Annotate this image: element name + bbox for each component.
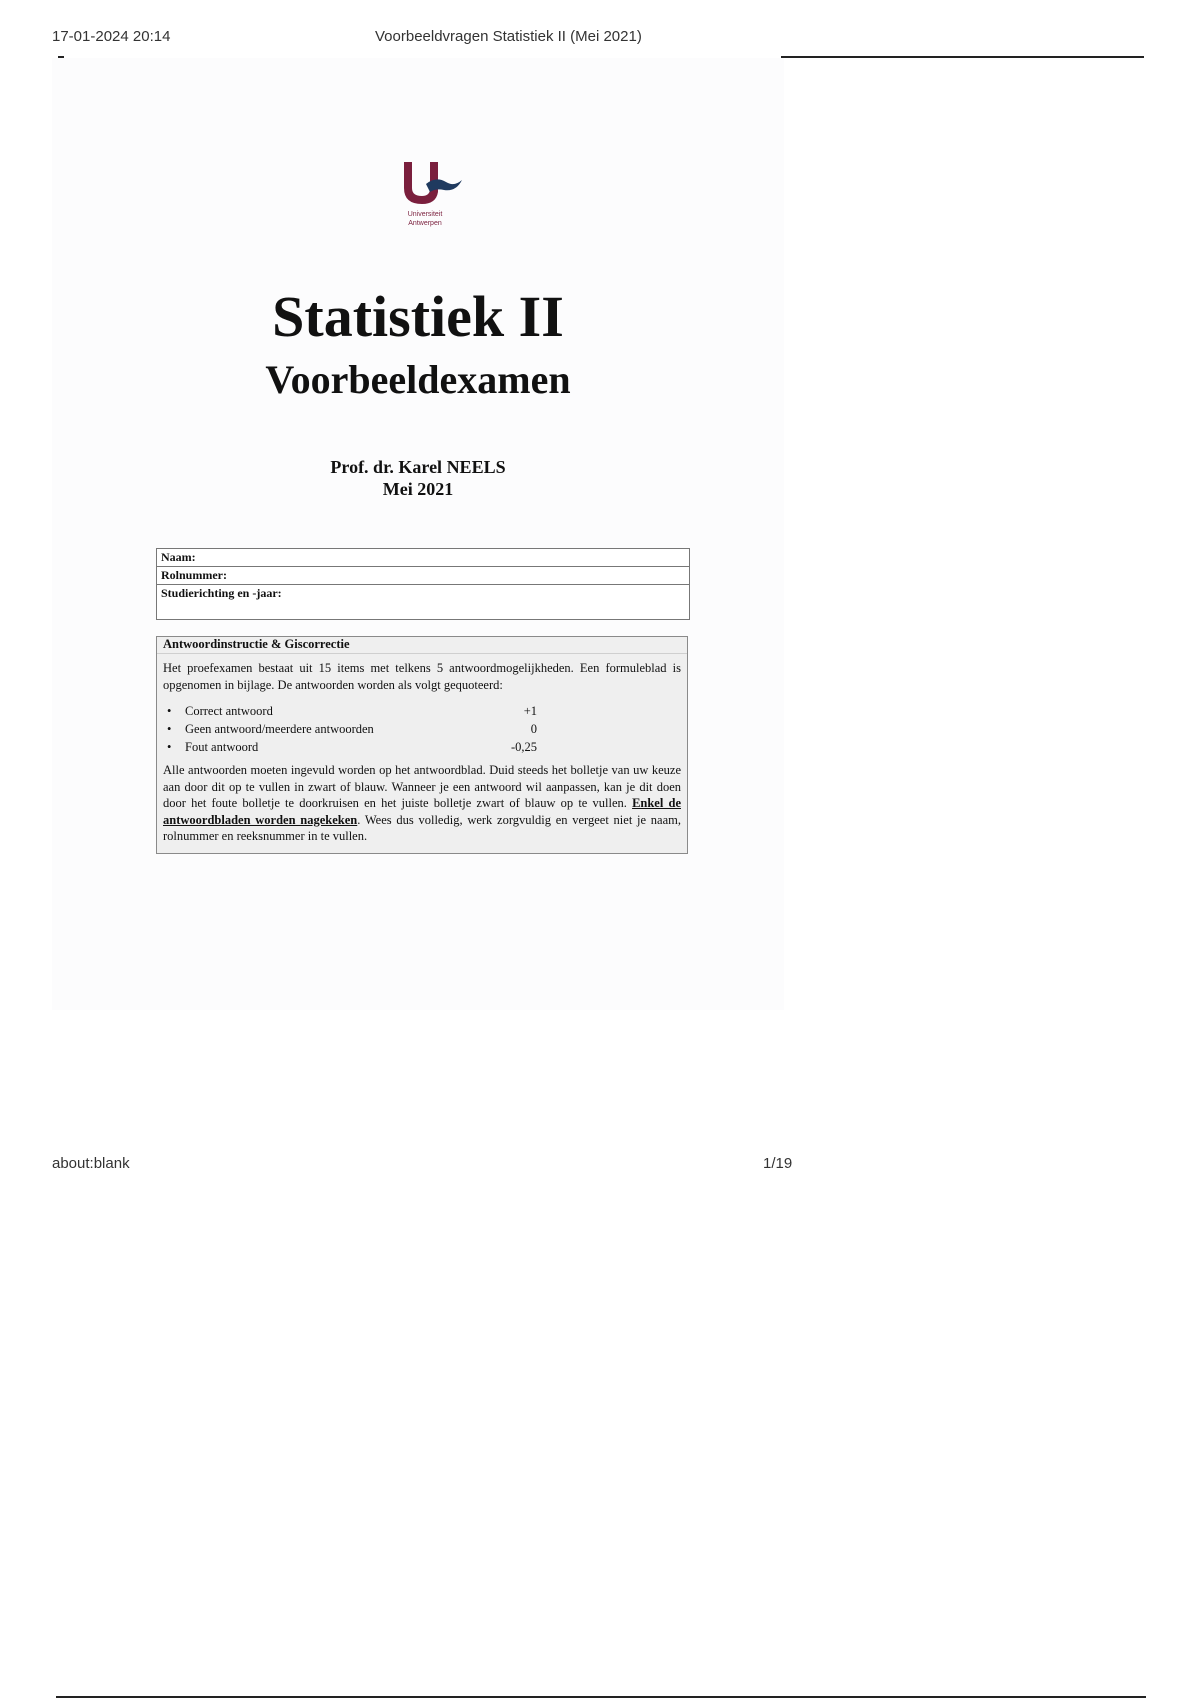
- instructions-body-part2: . Wees dus volledig, werk zorgvuldig en vergeet niet je naam, rolnummer en reeksnummer in te vullen.: [163, 812, 681, 843]
- bullet-icon: •: [167, 740, 172, 754]
- university-logo-icon: [396, 158, 466, 210]
- bullet-icon: •: [167, 704, 172, 718]
- bullet-icon: •: [167, 722, 172, 736]
- document-page: [52, 58, 784, 1010]
- document-subtitle: Voorbeeldexamen: [265, 357, 571, 402]
- scoring-item: [163, 738, 681, 756]
- print-footer: [52, 1155, 792, 1175]
- print-header: [52, 28, 1152, 52]
- page-number: 1/19: [763, 1155, 793, 1172]
- scoring-value: 0: [530, 722, 537, 736]
- print-datetime: 17-01-2024 20:14: [52, 28, 171, 45]
- scoring-item: [163, 702, 681, 720]
- university-logo: [392, 158, 472, 238]
- name-field: Naam:: [157, 549, 689, 567]
- exam-date: Mei 2021: [382, 479, 454, 499]
- logo-line2: Antwerpen: [408, 220, 442, 227]
- scoring-value: +1: [523, 704, 537, 718]
- print-url: about:blank: [52, 1155, 130, 1172]
- scoring-value: -0,25: [510, 740, 537, 754]
- instructions-box: [156, 636, 688, 854]
- study-field: Studierichting en -jaar:: [161, 586, 282, 600]
- instructions-heading: Antwoordinstructie & Giscorrectie: [157, 637, 687, 654]
- scoring-list: [163, 702, 681, 756]
- logo-line1: Universiteit: [407, 211, 443, 218]
- instructions-intro: Het proefexamen bestaat uit 15 items met telkens 5 antwoordmogelijkheden. Een formuleblad is opgenomen in bijlage. De antwoorden worden als volgt gequoteerd:: [163, 661, 681, 692]
- author-block: [52, 456, 784, 500]
- scoring-label: Correct antwoord: [185, 704, 273, 718]
- rolnummer-field: Rolnummer:: [157, 567, 689, 585]
- scoring-label: Geen antwoord/meerdere antwoorden: [185, 722, 374, 736]
- scoring-label: Fout antwoord: [185, 740, 259, 754]
- print-doc-title: Voorbeeldvragen Statistiek II (Mei 2021): [375, 28, 642, 45]
- scoring-item: [163, 720, 681, 738]
- bottom-rule: [56, 1696, 1146, 1698]
- document-title: Statistiek II: [272, 284, 564, 349]
- header-rule: [781, 56, 1144, 58]
- instructions-body-part1: Alle antwoorden moeten ingevuld worden op het antwoordblad. Duid steeds het bolletje van uw keuze aan door dit op te vullen in zwart of blauw. Wanneer je een antwoord wil aanpassen, kan je dit doen door het foute bolletje te doorkruisen en het juiste bolletje zwart of blauw op te vullen.: [163, 763, 681, 810]
- instructions-body: [163, 762, 681, 845]
- author-name: Prof. dr. Karel NEELS: [330, 457, 506, 477]
- student-id-box: [156, 548, 690, 620]
- instructions-emphasis: Enkel de antwoordbladen worden nagekeken: [163, 796, 681, 827]
